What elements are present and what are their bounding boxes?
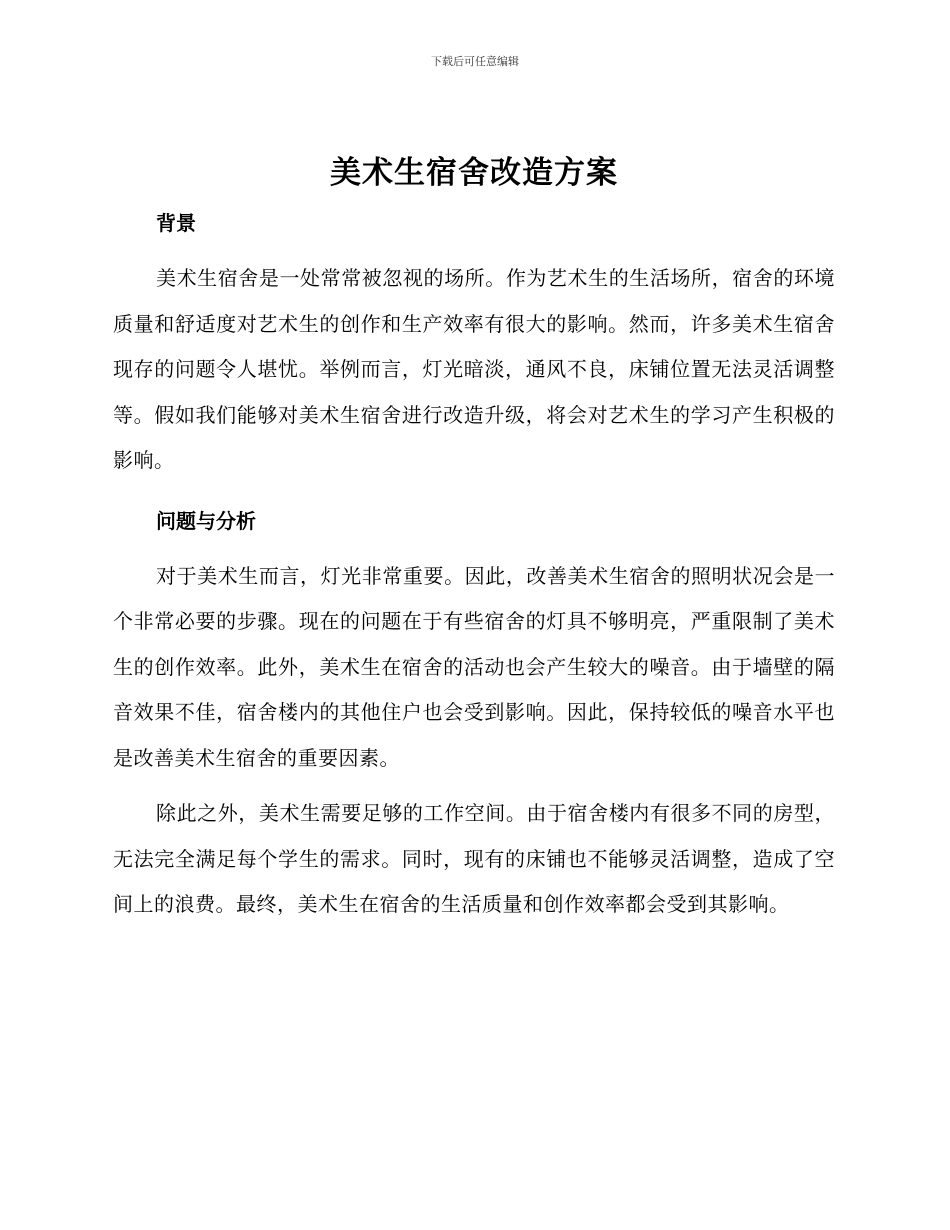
- analysis-paragraph-2: 除此之外，美术生需要足够的工作空间。由于宿舍楼内有很多不同的房型，无法完全满足每个学生的需求。同时，现有的床铺也不能够灵活调整，造成了空间上的浪费。最终，美术生在宿舍的生活质量和创作效率都会受到其影响。: [113, 801, 835, 916]
- background-paragraph: 美术生宿舍是一处常常被忽视的场所。作为艺术生的生活场所，宿舍的环境质量和舒适度对艺术生的创作和生产效率有很大的影响。然而，许多美术生宿舍现存的问题令人堪忧。举例而言，灯光暗淡，通风不良，床铺位置无法灵活调整等。假如我们能够对美术生宿舍进行改造升级，将会对艺术生的学习产生积极的影响。: [113, 266, 835, 472]
- page-header-note: 下载后可任意编辑: [431, 55, 519, 68]
- section-heading-analysis: 问题与分析: [156, 508, 256, 533]
- document-body: [113, 150, 835, 928]
- analysis-paragraph-1: 对于美术生而言，灯光非常重要。因此，改善美术生宿舍的照明状况会是一个非常必要的步骤。现在的问题在于有些宿舍的灯具不够明亮，严重限制了美术生的创作效率。此外，美术生在宿舍的活动也会产生较大的噪音。由于墙壁的隔音效果不佳，宿舍楼内的其他住户也会受到影响。因此，保持较低的噪音水平也是改善美术生宿舍的重要因素。: [113, 563, 835, 770]
- document-title: 美术生宿舍改造方案: [330, 155, 618, 191]
- section-heading-background: 背景: [156, 211, 196, 235]
